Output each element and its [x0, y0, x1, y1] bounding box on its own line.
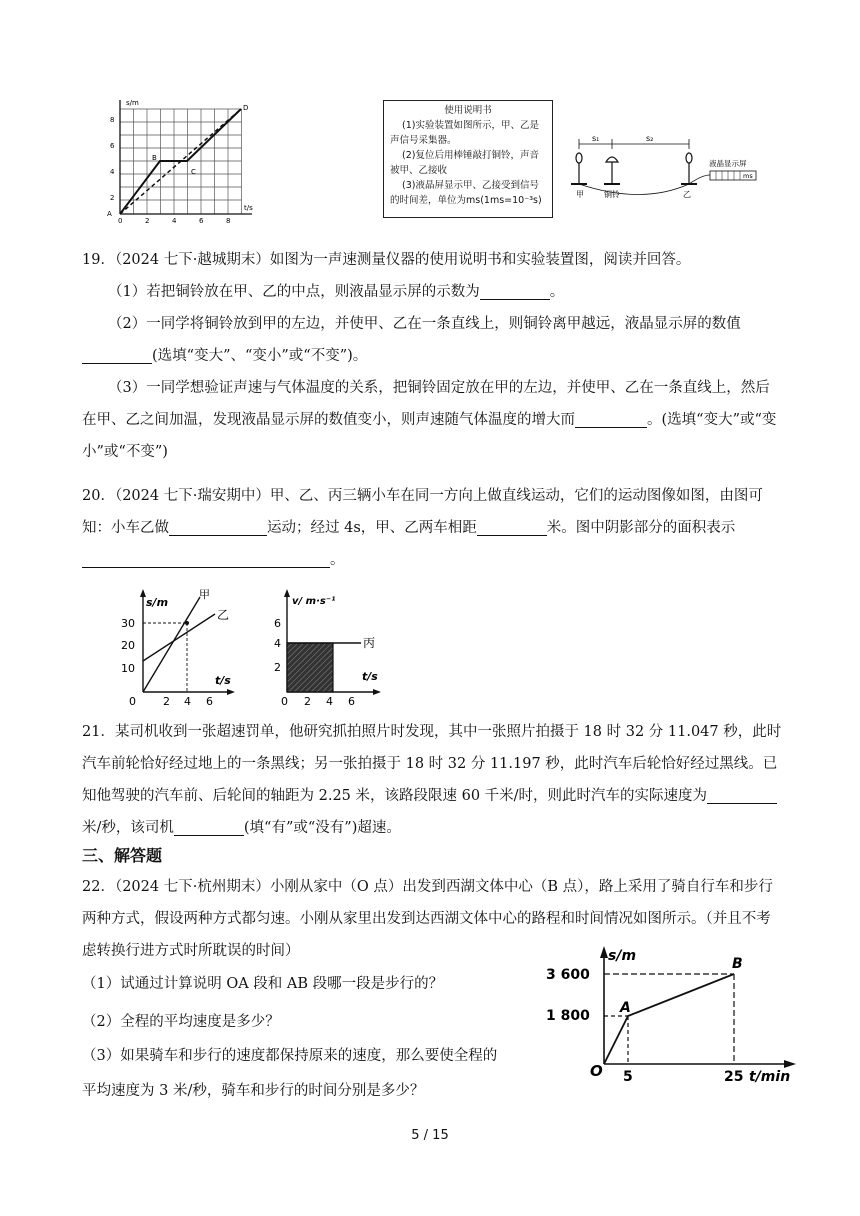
point-b-label: B	[152, 154, 157, 162]
jia-receiver	[571, 153, 587, 184]
q22-xtick-5: 5	[623, 1069, 633, 1084]
q20-vt-ytick-4: 4	[274, 637, 281, 650]
q20-vt-xtick-0: 0	[281, 695, 288, 707]
jia-label: 甲	[576, 190, 584, 199]
question-19	[82, 244, 782, 468]
q22-part-1: （1）试通过计算说明 OA 段和 AB 段哪一段是步行的？	[82, 976, 444, 992]
question-20: 20．（2024 七下·瑞安期中）甲、乙、丙三辆小车在同一方向上做直线运动，它们的运动图像如图，由图可知：小车乙做 运动；经过 4s，甲、乙两车相距 米。图中阴影部分的面积表示。	[82, 488, 763, 568]
q19-stem: 19．（2024 七下·越城期末）如图为一声速测量仪器的使用说明书和实验装置图，阅读并回答。	[82, 252, 691, 268]
q20-vt-xtick-4: 4	[326, 695, 333, 707]
section-heading: 三、解答题	[82, 846, 163, 865]
q20-st-xtick-6: 6	[206, 695, 213, 707]
q19-part-2: （2）一同学将铜铃放到甲的左边，并使甲、乙在一条直线上，则铜铃离甲越远，液晶显示屏的数值(选填“变大”、“变小”或“不变”)。	[82, 308, 782, 372]
manual-line-2: (2)复位后用棒锤敲打铜铃，声音被甲、乙接收	[390, 150, 539, 176]
bing-line-label: 丙	[363, 636, 376, 650]
answer-blank[interactable]	[480, 281, 550, 300]
q20-st-xlabel: t/s	[215, 674, 231, 687]
shaded-area	[287, 643, 333, 692]
q22-part-3a: （3）如果骑车和步行的速度都保持原来的速度，那么要使全程的	[82, 1048, 498, 1064]
q22-part-2: （2）全程的平均速度是多少？	[82, 1014, 280, 1030]
q22-xlabel: t/min	[749, 1069, 791, 1084]
q20-vt-xtick-6: 6	[348, 695, 355, 707]
bell	[604, 157, 620, 184]
manual-line-1: (1)实验装置如图所示，甲、乙是声信号采集器。	[390, 120, 539, 146]
yi-line-label: 乙	[217, 608, 230, 622]
question-21: 21．某司机收到一张超速罚单，他研究抓拍照片时发现，其中一张照片拍摄于 18 时 32 分 11.047 秒，此时汽车前轮恰好经过地上的一条黑线；另一张拍摄于 18 时 32 分 11.197 秒，此时汽车后轮恰好经过黑线。已知他驾驶的汽车前、后轮间的轴距为 2.25 米，该路段限速 60 千米/时，则此时汽车的实际速度为米/秒，该司机 (填“有”或“没有”)超速。	[82, 724, 782, 836]
x-tick-2: 2	[145, 217, 150, 224]
x-tick-0: 0	[118, 217, 123, 224]
jia-line	[143, 597, 200, 692]
q22-xtick-25: 25	[724, 1069, 744, 1084]
q22-point-a-label: A	[620, 1000, 631, 1016]
yi-receiver	[681, 153, 697, 184]
q20-st-ytick-20: 20	[121, 639, 135, 652]
x-tick-8: 8	[226, 217, 231, 224]
q22-st-graph	[544, 944, 804, 1084]
yi-line	[143, 614, 215, 661]
top-graph-ylabel: s/m	[126, 99, 139, 107]
s1-label: s₁	[592, 134, 600, 143]
y-tick-4: 4	[110, 168, 115, 176]
q20-st-xtick-4: 4	[184, 695, 191, 707]
q22-part-3b: 平均速度为 3 米/秒，骑车和步行的时间分别是多少？	[82, 1083, 425, 1099]
q19-part-3: （3）一同学想验证声速与气体温度的关系，把铜铃固定放在甲的左边，并使甲、乙在一条直线上，然后在甲、乙之间加温，发现液晶显示屏的数值变小，则声速随气体温度的增大而 。(选填“变大”或“变小”或“不变”)	[82, 380, 777, 460]
q22-stem: 22．（2024 七下·杭州期末）小刚从家中（O 点）出发到西湖文体中心（B 点），路上采用了骑自行车和步行两种方式，假设两种方式都匀速。小刚从家里出发到达西湖文体中心的路程和时间情况如图所示。（并且不考虑转换行进方式时所耽误的时间）	[82, 879, 773, 959]
bell-label: 铜铃	[604, 190, 620, 199]
point-c-label: C	[191, 168, 196, 176]
q20-st-ylabel: s/m	[146, 596, 169, 609]
q22-ytick-3600: 3 600	[546, 967, 590, 983]
route-line	[604, 974, 734, 1064]
q20-vt-ytick-6: 6	[274, 617, 281, 630]
answer-blank[interactable]	[174, 817, 244, 836]
q20-st-ytick-10: 10	[121, 662, 135, 675]
yi-label: 乙	[683, 190, 691, 199]
q22-origin-label: O	[590, 1062, 603, 1080]
lcd-label: 液晶显示屏	[709, 159, 747, 168]
q20-vt-xlabel: t/s	[362, 670, 378, 683]
q20-vt-graph	[265, 585, 395, 707]
y-tick-2: 2	[110, 194, 115, 202]
answer-blank[interactable]	[169, 517, 267, 536]
point-a-label: A	[107, 210, 112, 218]
answer-blank[interactable]	[707, 785, 777, 804]
instruction-manual-box	[383, 100, 553, 218]
x-tick-4: 4	[172, 217, 177, 224]
manual-line-3: (3)液晶屏显示甲、乙接受到信号的时间差，单位为ms(1ms=10⁻³s)	[390, 180, 542, 206]
q20-st-xtick-2: 2	[163, 695, 170, 707]
point-d-label: D	[243, 104, 249, 112]
top-st-graph	[100, 92, 260, 224]
q20-st-graph	[113, 585, 243, 707]
q22-ytick-1800: 1 800	[546, 1008, 590, 1024]
page-number: 5 / 15	[411, 1128, 449, 1143]
q20-vt-xtick-2: 2	[304, 695, 311, 707]
y-tick-6: 6	[110, 142, 115, 150]
s2-label: s₂	[646, 134, 654, 143]
q20-st-ytick-30: 30	[121, 617, 135, 630]
q20-st-xtick-0: 0	[129, 695, 136, 707]
q19-part-1: （1）若把铜铃放在甲、乙的中点，则液晶显示屏的示数为 。	[82, 276, 782, 308]
x-tick-6: 6	[199, 217, 204, 224]
q20-vt-ytick-2: 2	[274, 661, 281, 674]
answer-blank[interactable]	[477, 517, 547, 536]
answer-blank[interactable]	[82, 345, 152, 364]
dashed-line-ad	[120, 109, 241, 214]
answer-blank[interactable]	[82, 549, 330, 568]
q20-vt-ylabel: v/ m·s⁻¹	[292, 596, 336, 607]
answer-blank[interactable]	[575, 409, 647, 428]
top-graph-xlabel: t/s	[244, 204, 253, 212]
q22-point-b-label: B	[732, 956, 743, 972]
q22-ylabel: s/m	[608, 948, 637, 964]
manual-title: 使用说明书	[444, 105, 492, 116]
jia-line-label: 甲	[199, 588, 210, 601]
apparatus-diagram	[562, 130, 762, 205]
y-tick-8: 8	[110, 116, 115, 124]
lcd-unit: ms	[743, 172, 753, 180]
